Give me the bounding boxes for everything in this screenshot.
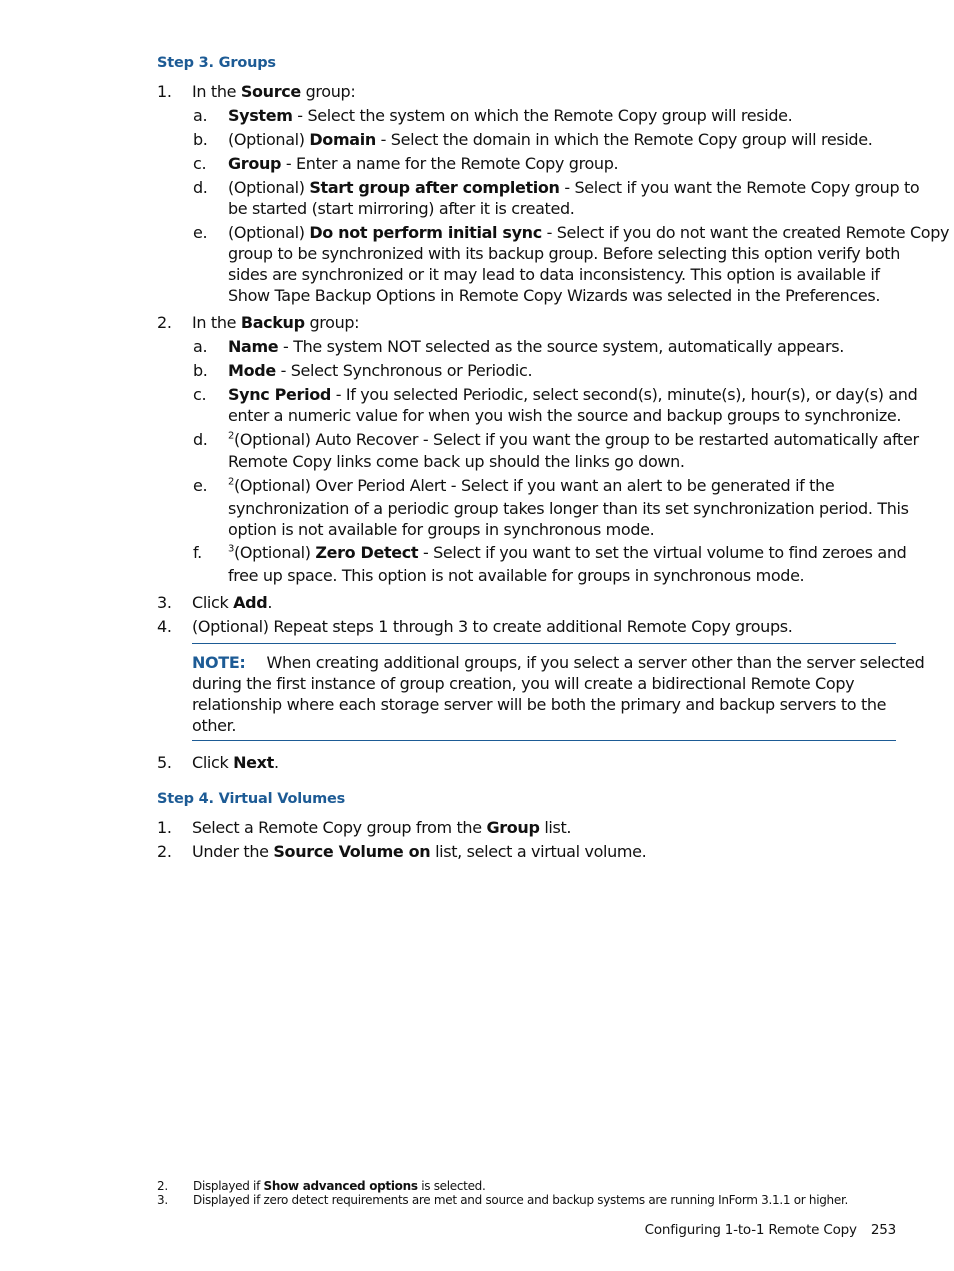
footnote-text: Displayed if Show advanced options is selected. — [193, 1179, 486, 1193]
sublist-item-text: Name - The system NOT selected as the source system, automatically appears. — [228, 337, 844, 356]
sublist-label: e. — [193, 476, 208, 495]
sublist-item-text-cont: Remote Copy links come back up should the links go down. — [228, 452, 685, 471]
note-top-rule — [192, 643, 896, 644]
step4-heading: Step 4. Virtual Volumes — [157, 791, 346, 807]
list-number: 3. — [157, 593, 172, 612]
list-item-text: (Optional) Repeat steps 1 through 3 to create additional Remote Copy groups. — [192, 617, 793, 636]
note-text-cont: other. — [192, 716, 237, 735]
list-item-text: Click Next. — [192, 753, 279, 772]
sublist-item-text: (Optional) Start group after completion - Select if you want the Remote Copy group to — [228, 178, 920, 197]
list-number: 2. — [157, 842, 172, 861]
sublist-label: c. — [193, 154, 207, 173]
sublist-item-text: Group - Enter a name for the Remote Copy group. — [228, 154, 619, 173]
sublist-item-text: Mode - Select Synchronous or Periodic. — [228, 361, 533, 380]
page-number: 253 — [870, 1222, 896, 1238]
sublist-label: d. — [193, 430, 208, 449]
list-item-text: In the Source group: — [192, 82, 356, 101]
sublist-item-text-cont: enter a numeric value for when you wish the source and backup groups to synchronize. — [228, 406, 902, 425]
note-text-cont: relationship where each storage server will be both the primary and backup servers to the — [192, 695, 887, 714]
step3-heading: Step 3. Groups — [157, 55, 276, 71]
sublist-label: e. — [193, 223, 208, 242]
list-item-text: Click Add. — [192, 593, 273, 612]
footnote-ref: 2 — [228, 430, 235, 442]
sublist-item-text: (Optional) Do not perform initial sync - Select if you do not want the created Remote Copy — [228, 223, 950, 242]
list-number: 4. — [157, 617, 172, 636]
sublist-item-text: $^2$(Optional) Over Period Alert - Select if you want an alert to be generated if the — [228, 476, 835, 495]
sublist-item-text: Sync Period - If you selected Periodic, select second(s), minute(s), hour(s), or day(s) and — [228, 385, 918, 404]
list-number: 1. — [157, 82, 172, 101]
footnote-ref: 3 — [228, 543, 235, 555]
sublist-item-text: (Optional) Domain - Select the domain in which the Remote Copy group will reside. — [228, 130, 873, 149]
page-footer — [645, 1222, 896, 1238]
sublist-item-text: System - Select the system on which the Remote Copy group will reside. — [228, 106, 793, 125]
sublist-item-text-cont: Show Tape Backup Options in Remote Copy Wizards was selected in the Preferences. — [228, 286, 881, 305]
sublist-item-text-cont: free up space. This option is not available for groups in synchronous mode. — [228, 566, 805, 585]
sublist-label: a. — [193, 106, 208, 125]
sublist-label: d. — [193, 178, 208, 197]
footnote-text: Displayed if zero detect requirements are met and source and backup systems are running InForm 3.1.1 or higher. — [193, 1193, 848, 1207]
list-number: 1. — [157, 818, 172, 837]
sublist-item-text: $^3$(Optional) Zero Detect - Select if you want to set the virtual volume to find zeroes and — [228, 543, 907, 562]
note-label: NOTE: — [192, 653, 246, 672]
list-number: 2. — [157, 313, 172, 332]
sublist-label: c. — [193, 385, 207, 404]
footnote-number: 3. — [157, 1193, 168, 1207]
sublist-item-text-cont: sides are synchronized or it may lead to data inconsistency. This option is available if — [228, 265, 880, 284]
note-bottom-rule — [192, 740, 896, 741]
list-item-text: Under the Source Volume on list, select a virtual volume. — [192, 842, 647, 861]
sublist-item-text-cont: group to be synchronized with its backup group. Before selecting this option verify both — [228, 244, 901, 263]
sublist-item-text-cont: be started (start mirroring) after it is created. — [228, 199, 575, 218]
sublist-item-text: $^2$(Optional) Auto Recover - Select if you want the group to be restarted automatically after — [228, 430, 919, 449]
sublist-item-text-cont: option is not available for groups in synchronous mode. — [228, 520, 655, 539]
footer-section-title: Configuring 1-to-1 Remote Copy — [644, 1222, 857, 1238]
note-text: NOTE: When creating additional groups, if you select a server other than the server selected — [192, 653, 925, 672]
note-text-cont: during the first instance of group creation, you will create a bidirectional Remote Copy — [192, 674, 855, 693]
list-number: 5. — [157, 753, 172, 772]
sublist-label: b. — [193, 361, 208, 380]
list-item-text: Select a Remote Copy group from the Group list. — [192, 818, 572, 837]
list-item-text: In the Backup group: — [192, 313, 360, 332]
sublist-item-text-cont: synchronization of a periodic group takes longer than its set synchronization period. This — [228, 499, 909, 518]
sublist-label: b. — [193, 130, 208, 149]
sublist-label: f. — [193, 543, 202, 562]
footnote-ref: 2 — [228, 476, 235, 488]
footnote-number: 2. — [157, 1179, 168, 1193]
sublist-label: a. — [193, 337, 208, 356]
